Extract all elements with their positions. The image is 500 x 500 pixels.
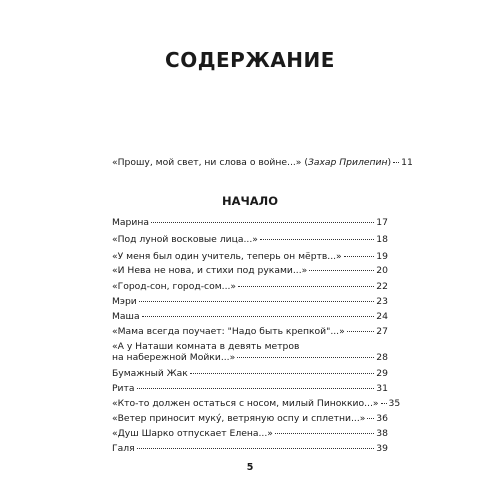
toc-entry-page: 19 xyxy=(376,251,388,262)
toc-entry[interactable] xyxy=(112,443,388,454)
toc-entry[interactable] xyxy=(112,326,388,337)
dot-leader xyxy=(260,239,374,240)
toc-entry-title: «Душ Шарко отпускает Елена...» xyxy=(112,428,273,439)
toc-entry-title: Галя xyxy=(112,443,135,454)
toc-entry-page: 20 xyxy=(376,265,388,276)
toc-entry[interactable] xyxy=(112,428,388,439)
dot-leader xyxy=(142,316,375,317)
toc-entry-page: 17 xyxy=(376,217,388,228)
toc-entry-page: 31 xyxy=(376,383,388,394)
dot-leader xyxy=(137,388,375,389)
toc-entry-title: Мэри xyxy=(112,296,137,307)
toc-entry[interactable] xyxy=(112,217,388,228)
page-number: 5 xyxy=(246,462,254,473)
toc-entry-title: «А у Наташи комната в девять метров xyxy=(112,341,300,352)
toc-entry-page: 23 xyxy=(376,296,388,307)
dot-leader xyxy=(137,448,375,449)
toc-entry[interactable] xyxy=(112,368,388,379)
toc-entry-title: «Ветер приносит муку́, ветряную оспу и сплетни...» xyxy=(112,413,366,424)
dot-leader xyxy=(309,270,374,271)
toc-entry-page: 39 xyxy=(376,443,388,454)
toc-entry[interactable] xyxy=(112,413,388,424)
page-title: СОДЕРЖАНИЕ xyxy=(165,48,335,72)
toc-entry[interactable] xyxy=(112,281,388,292)
dot-leader xyxy=(393,162,399,163)
dot-leader xyxy=(139,301,375,302)
toc-entry[interactable] xyxy=(112,383,388,394)
toc-entry-title: Рита xyxy=(112,383,135,394)
dot-leader xyxy=(151,222,374,223)
toc-entry[interactable] xyxy=(112,341,388,363)
toc-entry-author: Захар Прилепин xyxy=(307,157,388,168)
dot-leader xyxy=(275,433,374,434)
toc-entry-title: «Прошу, мой свет, ни слова о войне...» (Захар Прилепин) xyxy=(112,157,392,168)
toc-entry-preface[interactable] xyxy=(112,157,413,168)
section-heading: НАЧАЛО xyxy=(221,194,279,208)
toc-entry-title: «И Нева не нова, и стихи под руками...» xyxy=(112,265,308,276)
dot-leader xyxy=(344,256,375,257)
toc-entry-title: «Город-сон, город-сом...» xyxy=(112,281,237,292)
dot-leader xyxy=(237,357,374,358)
toc-entry-title: Маша xyxy=(112,311,140,322)
toc-entry[interactable] xyxy=(112,311,388,322)
toc-entry-title: «Под луной восковые лица...» xyxy=(112,234,258,245)
dot-leader xyxy=(381,403,387,404)
toc-entry[interactable] xyxy=(112,296,388,307)
toc-entry-page: 28 xyxy=(376,352,388,363)
dot-leader xyxy=(347,331,375,332)
dot-leader xyxy=(190,373,374,374)
dot-leader xyxy=(367,418,374,419)
toc-entry-title: Марина xyxy=(112,217,149,228)
toc-entry-page: 22 xyxy=(376,281,388,292)
toc-entry-page: 27 xyxy=(376,326,388,337)
toc-entry-title: Бумажный Жак xyxy=(112,368,188,379)
dot-leader xyxy=(238,286,374,287)
toc-entry-page: 24 xyxy=(376,311,388,322)
toc-entry[interactable] xyxy=(112,265,388,276)
toc-entry-page: 29 xyxy=(376,368,388,379)
toc-entry-page: 36 xyxy=(376,413,388,424)
toc-entry-page: 11 xyxy=(401,157,413,168)
toc-entry-title: «Мама всегда поучает: "Надо быть крепкой"...» xyxy=(112,326,345,337)
toc-entry-page: 35 xyxy=(388,398,401,409)
toc-entry-page: 18 xyxy=(376,234,388,245)
toc-entry-title: «У меня был один учитель, теперь он мёртв...» xyxy=(112,251,342,262)
toc-entry[interactable] xyxy=(112,234,388,245)
toc-entry[interactable] xyxy=(112,251,388,262)
toc-entry-page: 38 xyxy=(376,428,388,439)
toc-entry-title: «Кто-то должен остаться с носом, милый Пиноккио...» xyxy=(112,398,379,409)
toc-entry[interactable] xyxy=(112,398,401,409)
toc-entry-title-cont: на набережной Мойки...» xyxy=(112,352,236,363)
